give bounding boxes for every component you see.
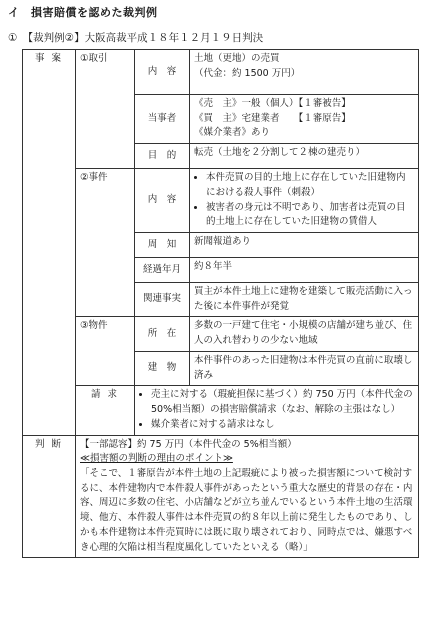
- jiken-naiyou-label: 内 容: [135, 169, 190, 233]
- torihiki-naiyou-line-2: （代金：約 1500 万円）: [194, 67, 301, 79]
- keika-value: 約８年半: [190, 258, 419, 283]
- case-table: [22, 49, 419, 558]
- handan-quote: 「そこで、１審原告が本件土地の上記瑕疵により被った損害額について検討するに、本件建物内で本件殺人事件があったという重大な歴史的背景の存在・内容、周辺に多数の住宅、小店舗などが立ち並んでいるという本件土地の生活環境、他方、本件殺人事件は本件売買の約８年以上前に発生したものであり、しかも本件建物は本件売買時には既に取り壊されており、同時点では、嫌悪すべき心理的欠陥は相当程度風化していたといえる（略）」: [80, 467, 413, 553]
- handan-value: [76, 435, 419, 558]
- tatemono-value: 本件事件のあった旧建物は本件売買の直前に取壊し済み: [190, 351, 419, 385]
- tatemono-label: 建 物: [135, 351, 190, 385]
- torihiki-naiyou-line-1: 土地（更地）の売買: [194, 53, 280, 64]
- shozai-value: 多数の一戸建て住宅・小規模の店舗が建ち並び、住人の入れ替わりの少ない地域: [190, 317, 419, 351]
- mokuteki-label: 目 的: [135, 144, 190, 169]
- jiken-label: ②事件: [76, 169, 135, 317]
- seikyu-item: • 媒介業者に対する請求はなし: [151, 418, 414, 433]
- handan-point-heading: ≪損害額の判断の理由のポイント≫: [80, 453, 233, 465]
- kanren-label: 関連事実: [135, 283, 190, 317]
- torihiki-naiyou-label: 内 容: [135, 50, 190, 95]
- tojisha-seller: 《売 主》一般（個人）【１審被告】: [194, 98, 351, 109]
- shuchi-value: 新聞報道あり: [190, 233, 419, 258]
- mokuteki-value: 転売（土地を２分割して２棟の建売り）: [190, 144, 419, 169]
- handan-label: 判 断: [23, 435, 76, 558]
- shuchi-label: 周 知: [135, 233, 190, 258]
- tojisha-value: [190, 95, 419, 144]
- section-heading: イ 損害賠償を認めた裁判例: [8, 6, 158, 19]
- seikyu-item: • 売主に対する（瑕疵担保に基づく）約 750 万円（本件代金の 50%相当額）の損害賠償請求（なお、解除の主張はなし）: [151, 388, 414, 417]
- seikyu-label: 請 求: [76, 386, 135, 435]
- torihiki-naiyou-value: [190, 50, 419, 95]
- tojisha-buyer: 《買 主》宅建業者 【１審原告】: [194, 112, 351, 124]
- tojisha-label: 当事者: [135, 95, 190, 144]
- jian-label: 事 案: [23, 50, 76, 436]
- bukken-label: ③物件: [76, 317, 135, 386]
- shozai-label: 所 在: [135, 317, 190, 351]
- keika-label: 経過年月: [135, 258, 190, 283]
- kanren-value: 買主が本件土地上に建物を建築して販売活動に入った後に本件事件が発覚: [190, 283, 419, 317]
- jiken-naiyou-item: • 本件売買の目的土地上に存在していた旧建物内における殺人事件（刺殺）: [206, 171, 414, 200]
- jiken-naiyou-item: • 被害者の身元は不明であり、加害者は売買の目的土地上に存在していた旧建物の賃借人: [206, 201, 414, 230]
- seikyu-value: [135, 386, 419, 435]
- case-title: ① 【裁判例②】大阪高裁平成１８年１２月１９日判決: [8, 32, 264, 44]
- tojisha-broker: 《媒介業者》あり: [194, 127, 271, 139]
- jiken-naiyou-value: [190, 169, 419, 233]
- torihiki-label: ①取引: [76, 50, 135, 169]
- handan-result: 【一部認容】約 75 万円（本件代金の 5%相当額）: [80, 438, 297, 450]
